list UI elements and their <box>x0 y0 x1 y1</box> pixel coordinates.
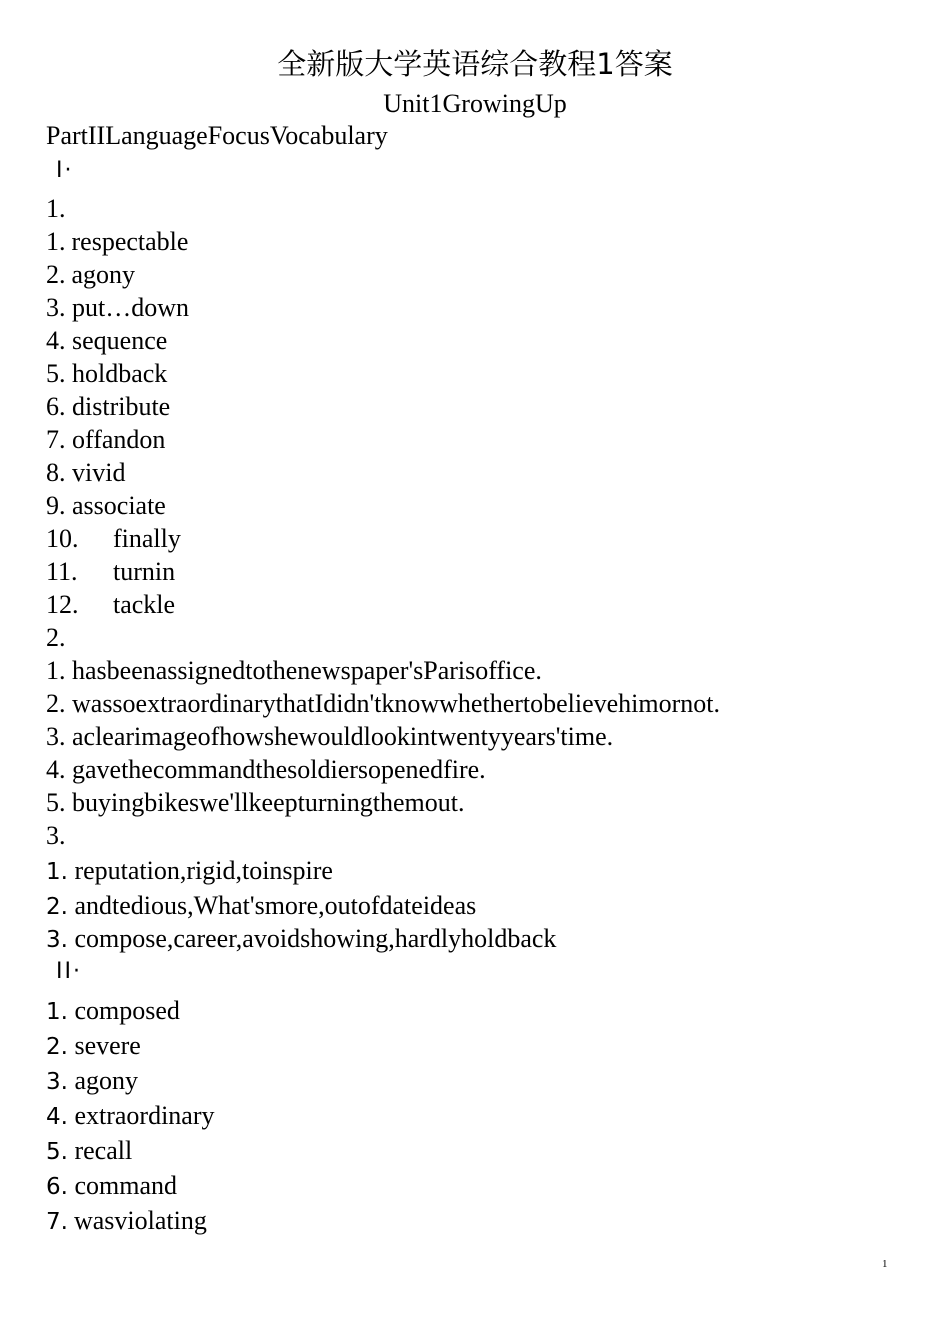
list-item <box>46 556 175 588</box>
section-1-label: Ⅰ· <box>56 158 74 183</box>
item-text: associate <box>72 491 166 520</box>
item-text: vivid <box>72 458 126 487</box>
list-item <box>46 1135 132 1168</box>
item-number: 11. <box>46 557 78 586</box>
list-item <box>46 923 556 956</box>
item-number: 5. <box>46 788 66 817</box>
item-number: 6. <box>46 392 66 421</box>
section-2-label: ⅠⅠ· <box>56 959 82 984</box>
item-number: 3. <box>46 293 66 322</box>
item-text: agony <box>71 260 136 289</box>
item-number: 12. <box>46 590 79 619</box>
item-number: 4. <box>46 326 66 355</box>
document-title: 全新版大学英语综合教程1答案 <box>277 47 673 81</box>
item-text: gavethecommandthesoldiersopenedfire. <box>72 755 486 784</box>
item-text: recall <box>74 1136 133 1165</box>
item-text: wassoextraordinarythatIdidn'tknowwhethertobelievehimornot. <box>72 689 721 718</box>
item-number: 10. <box>46 524 79 553</box>
item-number: 1. <box>46 656 66 685</box>
item-number: 6. <box>46 1174 68 1200</box>
item-text: sequence <box>72 326 168 355</box>
item-text: holdback <box>72 359 168 388</box>
list-item <box>46 523 181 555</box>
exercise-2-label: 2. <box>46 623 66 652</box>
list-item <box>46 1065 138 1098</box>
list-item <box>46 1100 215 1133</box>
list-item <box>46 1030 141 1063</box>
list-item <box>46 292 189 324</box>
item-number: 5. <box>46 359 66 388</box>
list-item <box>46 688 720 720</box>
list-item <box>46 391 170 423</box>
list-item <box>46 787 464 819</box>
unit-heading: Unit1GrowingUp <box>383 89 567 118</box>
list-item <box>46 721 613 753</box>
list-item <box>46 424 165 456</box>
list-item <box>46 855 333 888</box>
item-number: 4. <box>46 1104 68 1130</box>
item-text: respectable <box>71 227 189 256</box>
item-number: 7. <box>46 1209 68 1235</box>
item-text: turnin <box>113 557 176 586</box>
list-item <box>46 1170 177 1203</box>
item-number: 3. <box>46 722 66 751</box>
item-number: 2. <box>46 260 66 289</box>
list-item <box>46 754 486 786</box>
list-item <box>46 589 175 621</box>
item-number: 3. <box>46 1069 68 1095</box>
item-number: 2. <box>46 894 68 920</box>
item-number: 9. <box>46 491 66 520</box>
list-item <box>46 457 125 489</box>
item-number: 5. <box>46 1139 68 1165</box>
item-text: extraordinary <box>74 1101 215 1130</box>
item-text: hasbeenassignedtothenewspaper'sParisoffice. <box>72 656 542 685</box>
page-number: 1 <box>882 1258 888 1270</box>
item-text: aclearimageofhowshewouldlookintwentyyears'time. <box>72 722 614 751</box>
item-number: 1. <box>46 859 68 885</box>
item-number: 7. <box>46 425 66 454</box>
item-number: 8. <box>46 458 66 487</box>
list-item <box>46 655 542 687</box>
item-text: tackle <box>113 590 176 619</box>
part-heading: PartIILanguageFocusVocabulary <box>46 121 388 150</box>
item-text: severe <box>74 1031 141 1060</box>
item-text: andtedious,What'smore,outofdateideas <box>74 891 477 920</box>
item-text: distribute <box>72 392 171 421</box>
item-number: 1. <box>46 999 68 1025</box>
list-item <box>46 890 476 923</box>
item-number: 3. <box>46 927 68 953</box>
item-text: put…down <box>72 293 189 322</box>
item-text: buyingbikeswe'llkeepturningthemout. <box>72 788 465 817</box>
item-text: command <box>74 1171 177 1200</box>
item-number: 4. <box>46 755 66 784</box>
exercise-3-label: 3. <box>46 821 66 850</box>
item-number: 1. <box>46 227 66 256</box>
item-text: reputation,rigid,toinspire <box>74 856 333 885</box>
list-item <box>46 226 188 258</box>
item-text: finally <box>113 524 181 553</box>
list-item <box>46 1205 207 1238</box>
list-item <box>46 358 167 390</box>
item-text: wasviolating <box>73 1206 207 1235</box>
item-number: 2. <box>46 689 66 718</box>
item-text: composed <box>74 996 180 1025</box>
exercise-1-label: 1. <box>46 194 66 223</box>
item-text: agony <box>74 1066 138 1095</box>
item-number: 2. <box>46 1034 68 1060</box>
item-text: offandon <box>72 425 166 454</box>
list-item <box>46 490 166 522</box>
list-item <box>46 995 180 1028</box>
list-item <box>46 259 135 291</box>
list-item <box>46 325 167 357</box>
item-text: compose,career,avoidshowing,hardlyholdback <box>74 924 557 953</box>
